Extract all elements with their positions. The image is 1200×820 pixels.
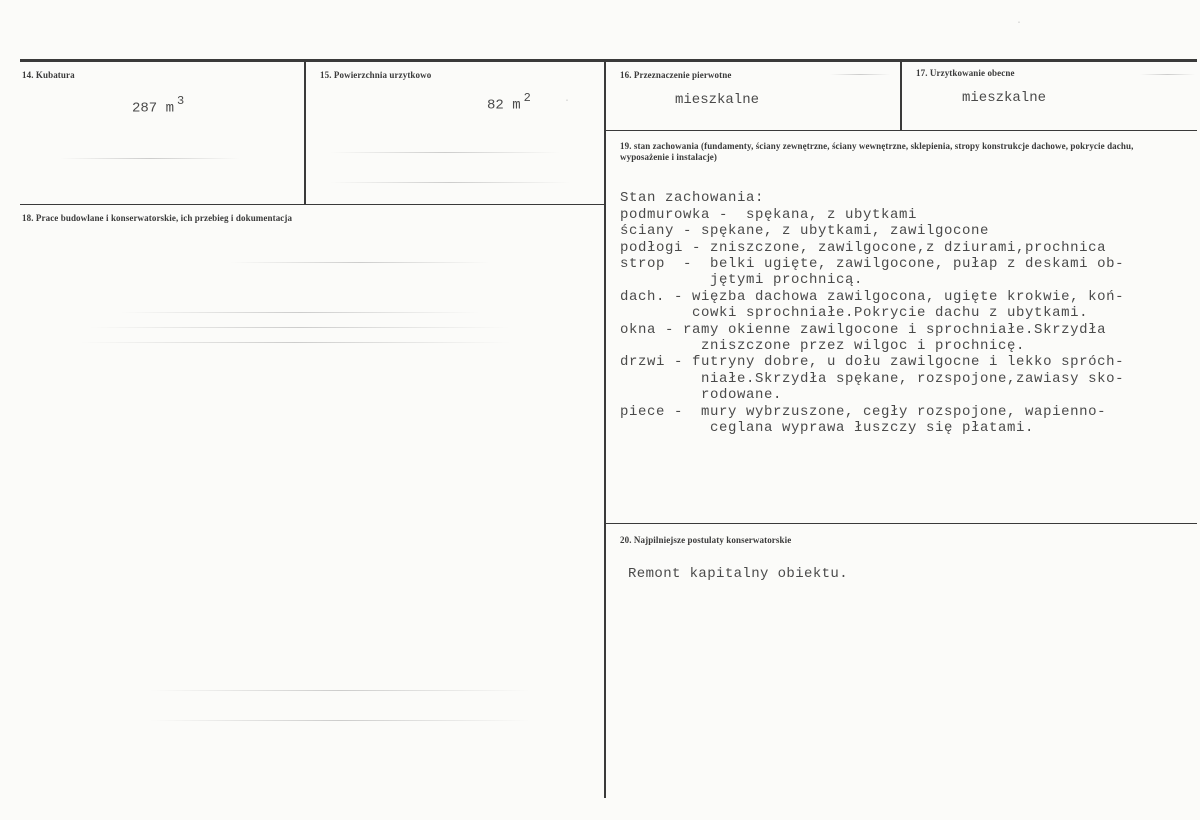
field-17-value: mieszkalne: [962, 90, 1047, 106]
field-19-line: ściany - spękane, z ubytkami, zawilgocone: [620, 223, 990, 240]
field-19-line: zniszczone przez wilgoc i prochnicę.: [620, 338, 1026, 355]
bleed-through-mark: ·: [1016, 18, 1023, 29]
top-border: [20, 59, 1197, 62]
bleed-through-mark: [330, 182, 570, 183]
field-15-value: [487, 92, 531, 114]
field-16-value: mieszkalne: [675, 92, 760, 108]
field-19-line: drzwi - futryny dobre, u dołu zawilgocne i lekko spróch-: [620, 354, 1125, 371]
divider-row-18: [20, 204, 606, 205]
field-19-line: strop - belki ugięte, zawilgocone, pułap z deskami ob-: [620, 256, 1125, 273]
field-17-label: 17. Urzytkowanie obecne: [916, 68, 1015, 78]
bleed-through-mark: [80, 342, 510, 343]
field-14-unit-power: 3: [177, 94, 185, 108]
field-14-label: 14. Kubatura: [22, 70, 75, 80]
divider-14-15: [304, 62, 306, 204]
field-15-value-text: 82 m: [487, 97, 521, 114]
field-19-line: dach. - więzba dachowa zawilgocona, ugięte krokwie, koń-: [620, 288, 1125, 305]
field-19-line: cowki sprochniałe.Pokrycie dachu z ubytkami.: [620, 305, 1089, 322]
field-19-line: ceglana wyprawa łuszczy się płatami.: [620, 420, 1035, 437]
field-20-value: Remont kapitalny obiektu.: [628, 566, 849, 582]
field-19-line: niałe.Skrzydła spękane, rozspojone,zawiasy sko-: [620, 370, 1125, 387]
field-14-value: [132, 95, 184, 117]
bleed-through-mark: [150, 720, 530, 721]
divider-16-17: [900, 62, 902, 130]
field-19-line: rodowane.: [620, 387, 783, 404]
divider-row-19: [606, 130, 1197, 131]
field-15-label: 15. Powierzchnia urzytkowo: [320, 70, 432, 80]
field-19-line: okna - ramy okienne zawilgocone i sprochniałe.Skrzydła: [620, 321, 1107, 338]
field-19-description: [620, 174, 1124, 437]
bleed-through-mark: [230, 262, 490, 263]
field-19-line: podmurowka - spękana, z ubytkami: [620, 206, 918, 223]
field-14-value-text: 287 m: [132, 100, 175, 117]
bleed-through-mark: [120, 312, 480, 313]
field-16-label: 16. Przeznaczenie pierwotne: [620, 70, 732, 80]
field-19-line: jętymi prochnicą.: [620, 272, 864, 289]
field-19-label: 19. stan zachowania (fundamenty, ściany zewnętrzne, ściany wewnętrzne, sklepienia, stropy konstrukcje dachowe, pokrycie dachu, wyposażenie i instalacje): [620, 141, 1134, 162]
bleed-through-mark: [1140, 74, 1195, 75]
field-15-unit-power: 2: [523, 91, 531, 105]
bleed-through-mark: [330, 152, 560, 153]
field-19-line: podłogi - zniszczone, zawilgocone,z dziurami,prochnica: [620, 239, 1107, 256]
field-20-label: 20. Najpilniejsze postulaty konserwatorskie: [620, 535, 792, 545]
divider-row-20: [606, 523, 1197, 524]
bleed-through-mark: [150, 690, 530, 691]
bleed-through-mark: ·: [564, 96, 571, 107]
bleed-through-mark: [90, 327, 510, 328]
bleed-through-mark: [60, 158, 240, 159]
field-19-line: Stan zachowania:: [620, 190, 765, 207]
divider-center: [604, 62, 606, 798]
field-19-line: piece - mury wybrzuszone, cegły rozspojone, wapienno-: [620, 403, 1107, 420]
bleed-through-mark: [830, 74, 890, 75]
field-18-label: 18. Prace budowlane i konserwatorskie, ich przebieg i dokumentacja: [22, 213, 293, 223]
